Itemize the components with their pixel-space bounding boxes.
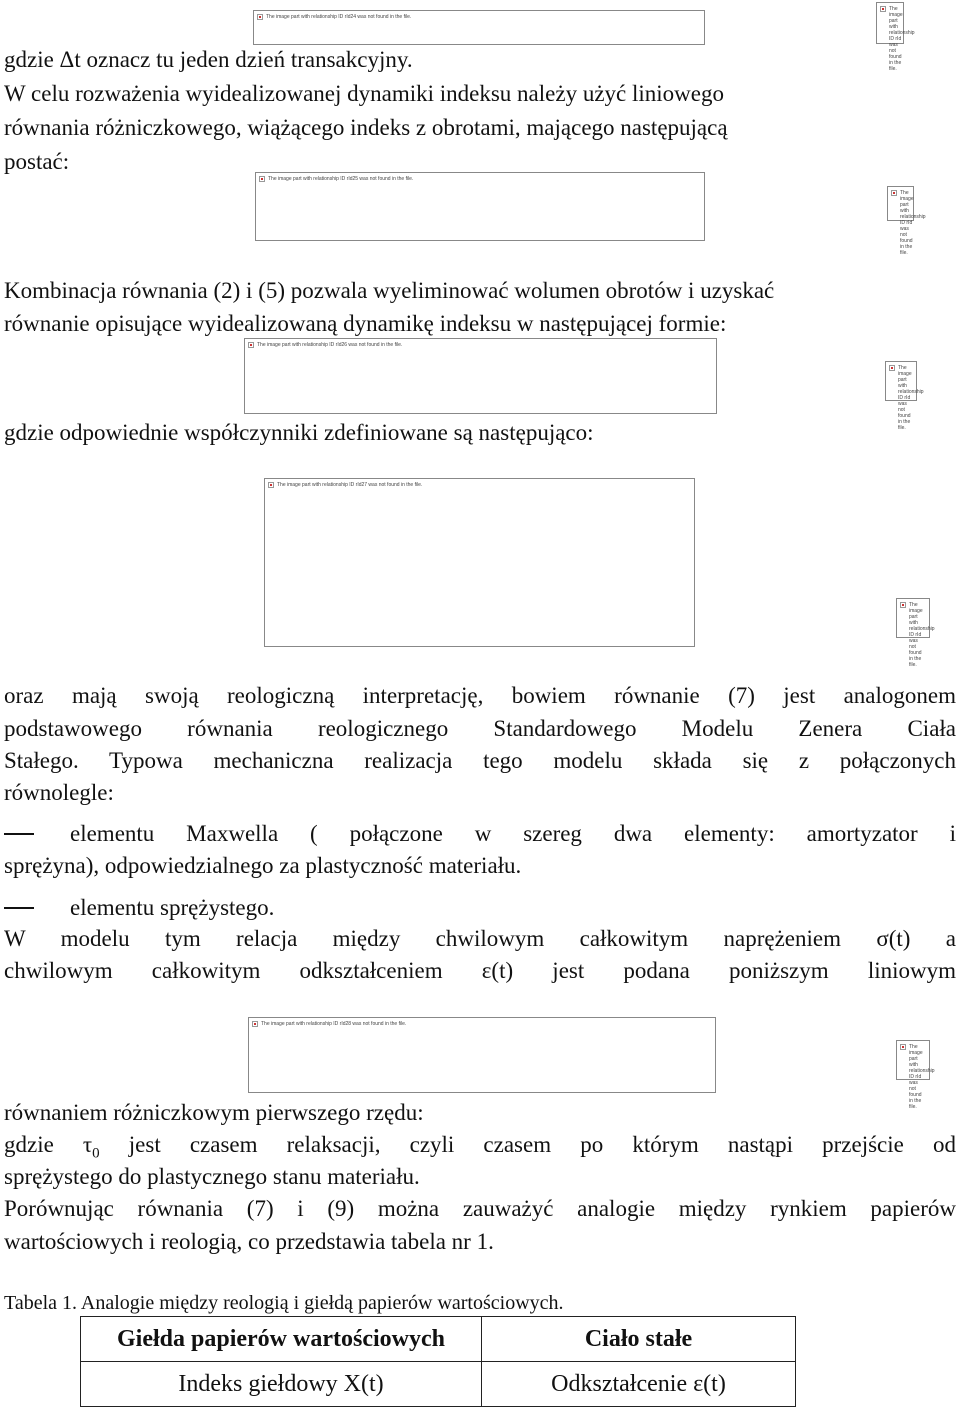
text-line: wartościowych i reologią, co przedstawia tabela nr 1.: [4, 1229, 494, 1254]
text-segment: gdzie τ: [4, 1132, 93, 1157]
placeholder-text: The image part with relationship ID rId27 was not found in the file.: [277, 482, 423, 488]
text-line: chwilowym całkowitym odkształceniem ε(t) jest podana poniższym liniowym: [4, 958, 956, 983]
equation-number-placeholder-1: [876, 2, 915, 72]
placeholder-text: The image part with relationship ID rId26 was not found in the file.: [257, 342, 403, 348]
analogy-table: [80, 1316, 796, 1407]
broken-image-icon: [900, 602, 906, 608]
equation-image-placeholder-5: [248, 1017, 716, 1093]
table-row: [81, 1362, 796, 1407]
placeholder-text: The image part with relationship ID rId25 was not found in the file.: [268, 176, 414, 182]
text-line: podstawowego równania reologicznego Standardowego Modelu Zenera Ciała: [4, 716, 956, 741]
placeholder-text: The image part with relationship ID rId was not found in the file.: [909, 1044, 935, 1110]
table-cell: Indeks giełdowy X(t): [81, 1362, 482, 1407]
equation-number-placeholder-4: [896, 598, 935, 668]
text-line: Kombinacja równania (2) i (5) pozwala wyeliminować wolumen obrotów i uzyskać: [4, 278, 775, 303]
text-line: Stałego. Typowa mechaniczna realizacja tego modelu składa się z połączonych: [4, 748, 956, 773]
text-line: równolegle:: [4, 780, 114, 805]
dash-bullet-icon: [4, 907, 34, 909]
placeholder-text: The image part with relationship ID rId was not found in the file.: [898, 365, 924, 431]
text-line: sprężystego do plastycznego stanu materiału.: [4, 1164, 420, 1189]
text-line: gdzie Δt oznacz tu jeden dzień transakcyjny.: [4, 47, 413, 72]
table-cell: Odkształcenie ε(t): [482, 1362, 796, 1407]
table-header-cell: Ciało stałe: [482, 1317, 796, 1362]
equation-image-placeholder-1: [253, 10, 705, 45]
text-line: równania różniczkowego, wiążącego indeks z obrotami, mającego następującą: [4, 115, 728, 140]
bullet-item: [4, 893, 274, 923]
broken-image-icon: [248, 342, 254, 348]
text-line: W modelu tym relacja między chwilowym całkowitym naprężeniem σ(t) a: [4, 926, 956, 951]
table-header-row: [81, 1317, 796, 1362]
bullet-text: elementu Maxwella ( połączone w szereg dwa elementy: amortyzator i: [70, 821, 956, 846]
text-line: równanie opisujące wyidealizowaną dynamikę indeksu w następującej formie:: [4, 311, 727, 336]
dash-bullet-icon: [4, 833, 34, 835]
placeholder-text: The image part with relationship ID rId was not found in the file.: [900, 190, 926, 256]
equation-image-placeholder-4: [264, 478, 695, 647]
placeholder-text: The image part with relationship ID rId28 was not found in the file.: [261, 1021, 407, 1027]
text-line: oraz mają swoją reologiczną interpretację, bowiem równanie (7) jest analogonem: [4, 683, 956, 708]
placeholder-text: The image part with relationship ID rId was not found in the file.: [909, 602, 935, 668]
broken-image-icon: [252, 1021, 258, 1027]
broken-image-icon: [259, 176, 265, 182]
text-line: postać:: [4, 149, 70, 174]
equation-number-placeholder-2: [887, 186, 926, 256]
broken-image-icon: [268, 482, 274, 488]
broken-image-icon: [880, 6, 886, 12]
bullet-item: [4, 819, 956, 849]
text-line: równaniem różniczkowym pierwszego rzędu:: [4, 1100, 424, 1125]
table-header-cell: Giełda papierów wartościowych: [81, 1317, 482, 1362]
placeholder-text: The image part with relationship ID rId24 was not found in the file.: [266, 14, 412, 20]
placeholder-text: The image part with relationship ID rId was not found in the file.: [889, 6, 915, 72]
equation-number-placeholder-3: [885, 361, 924, 431]
broken-image-icon: [889, 365, 895, 371]
text-line: Porównując równania (7) i (9) można zauważyć analogie między rynkiem papierów: [4, 1196, 956, 1221]
broken-image-icon: [257, 14, 263, 20]
broken-image-icon: [900, 1044, 906, 1050]
equation-image-placeholder-3: [244, 338, 717, 414]
text-line: sprężyna), odpowiedzialnego za plastyczność materiału.: [4, 853, 522, 878]
broken-image-icon: [891, 190, 897, 196]
text-line: W celu rozważenia wyidealizowanej dynamiki indeksu należy użyć liniowego: [4, 81, 724, 106]
equation-image-placeholder-2: [255, 172, 705, 241]
equation-number-placeholder-5: [896, 1040, 935, 1110]
bullet-text: elementu sprężystego.: [70, 895, 275, 920]
table-caption: Tabela 1. Analogie między reologią i giełdą papierów wartościowych.: [4, 1292, 564, 1314]
text-segment: jest czasem relaksacji, czyli czasem po którym nastąpi przejście od: [99, 1132, 956, 1157]
text-line: gdzie odpowiednie współczynniki zdefiniowane są następująco:: [4, 420, 594, 445]
subscript: 0: [92, 1145, 100, 1162]
